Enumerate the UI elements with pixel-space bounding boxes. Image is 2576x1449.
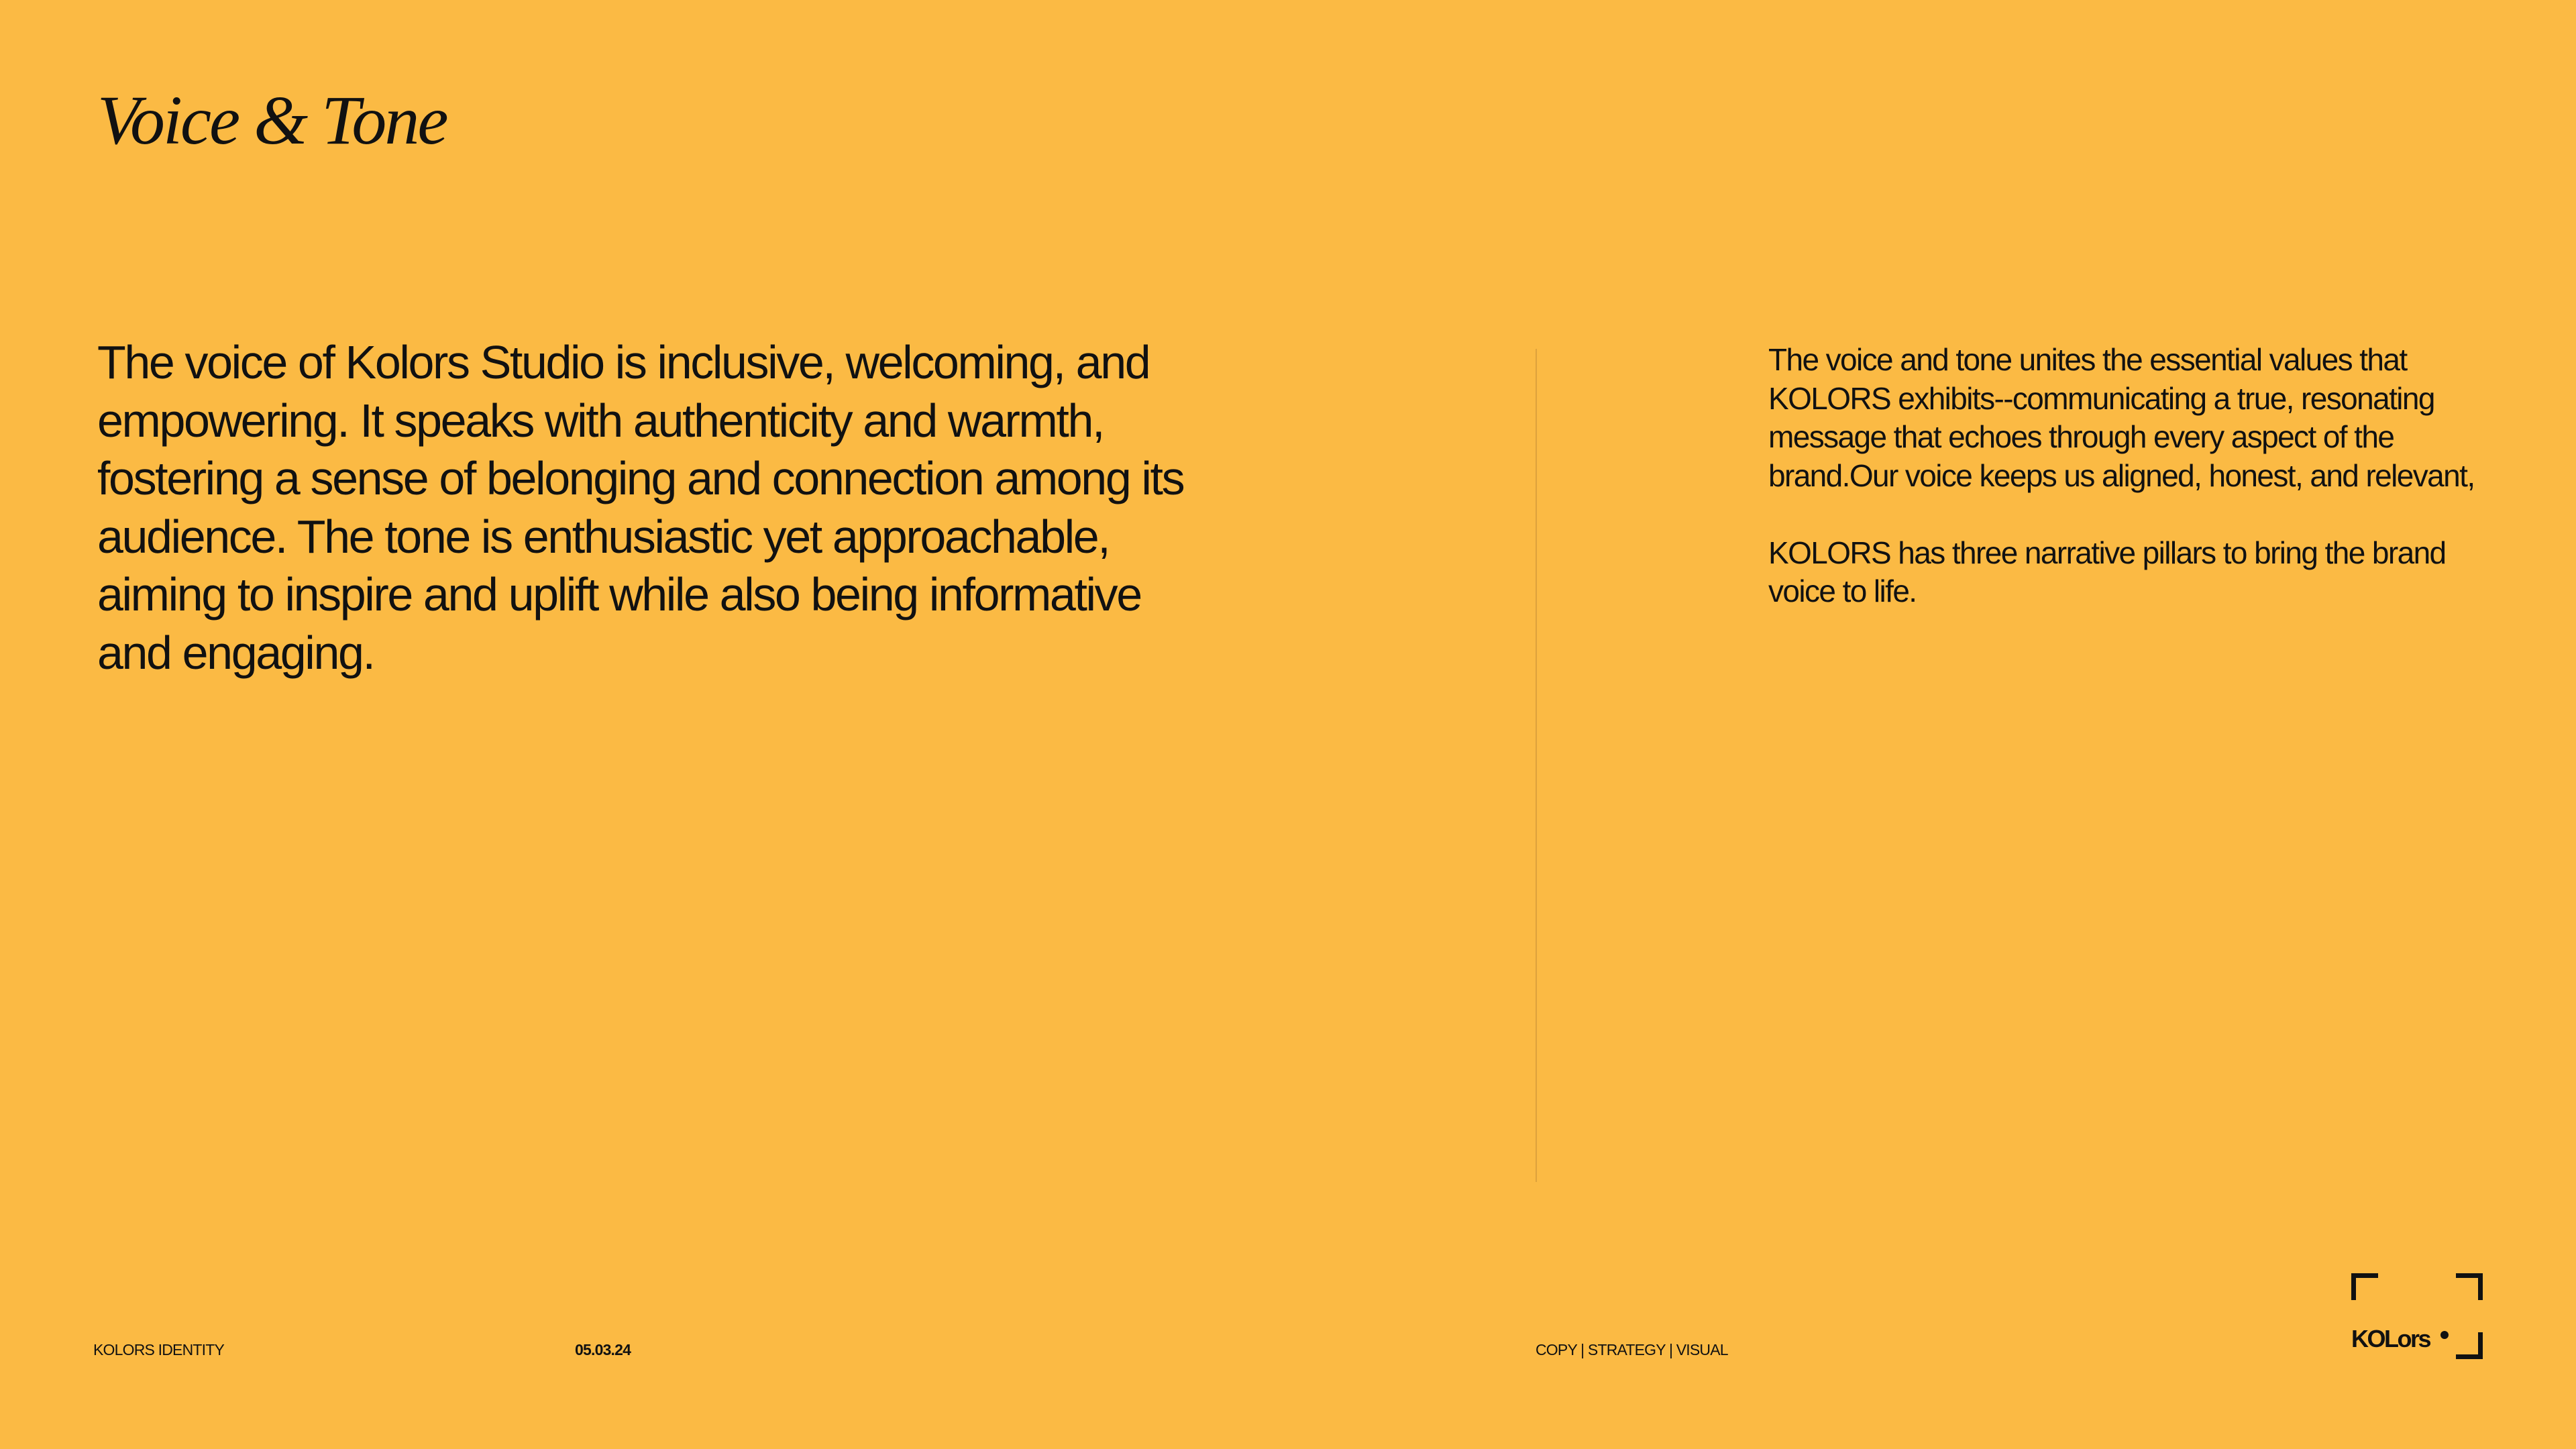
logo-corner-bottom-right [2456,1332,2483,1359]
page-title: Voice & Tone [97,82,447,159]
logo-corner-top-left [2351,1273,2378,1300]
side-description [1768,341,2493,611]
footer-sections: COPY | STRATEGY | VISUAL [1536,1341,1728,1358]
footer-identity-label: KOLORS IDENTITY [93,1341,225,1358]
kolors-logo [2351,1273,2483,1359]
footer-date: 05.03.24 [575,1341,631,1358]
logo-wordmark: KOLors [2351,1325,2430,1352]
voice-statement: The voice of Kolors Studio is inclusive, welcoming, and empowering. It speaks with authenticity and warmth, fostering a sense of belonging and connection among its audience. The tone is enthusiastic yet approachable, aiming to inspire and uplift while also being informative and engaging. [97,336,1184,679]
logo-corner-top-right [2456,1273,2483,1300]
column-divider [1536,349,1537,1182]
side-paragraph-values: The voice and tone unites the essential values that KOLORS exhibits--communicating a true, resonating message that echoes through every aspect of the brand.Our voice keeps us aligned, honest, and relevant, [1768,342,2475,493]
logo-dot [2440,1331,2449,1339]
side-paragraph-pillars: KOLORS has three narrative pillars to bring the brand voice to life. [1768,535,2446,608]
